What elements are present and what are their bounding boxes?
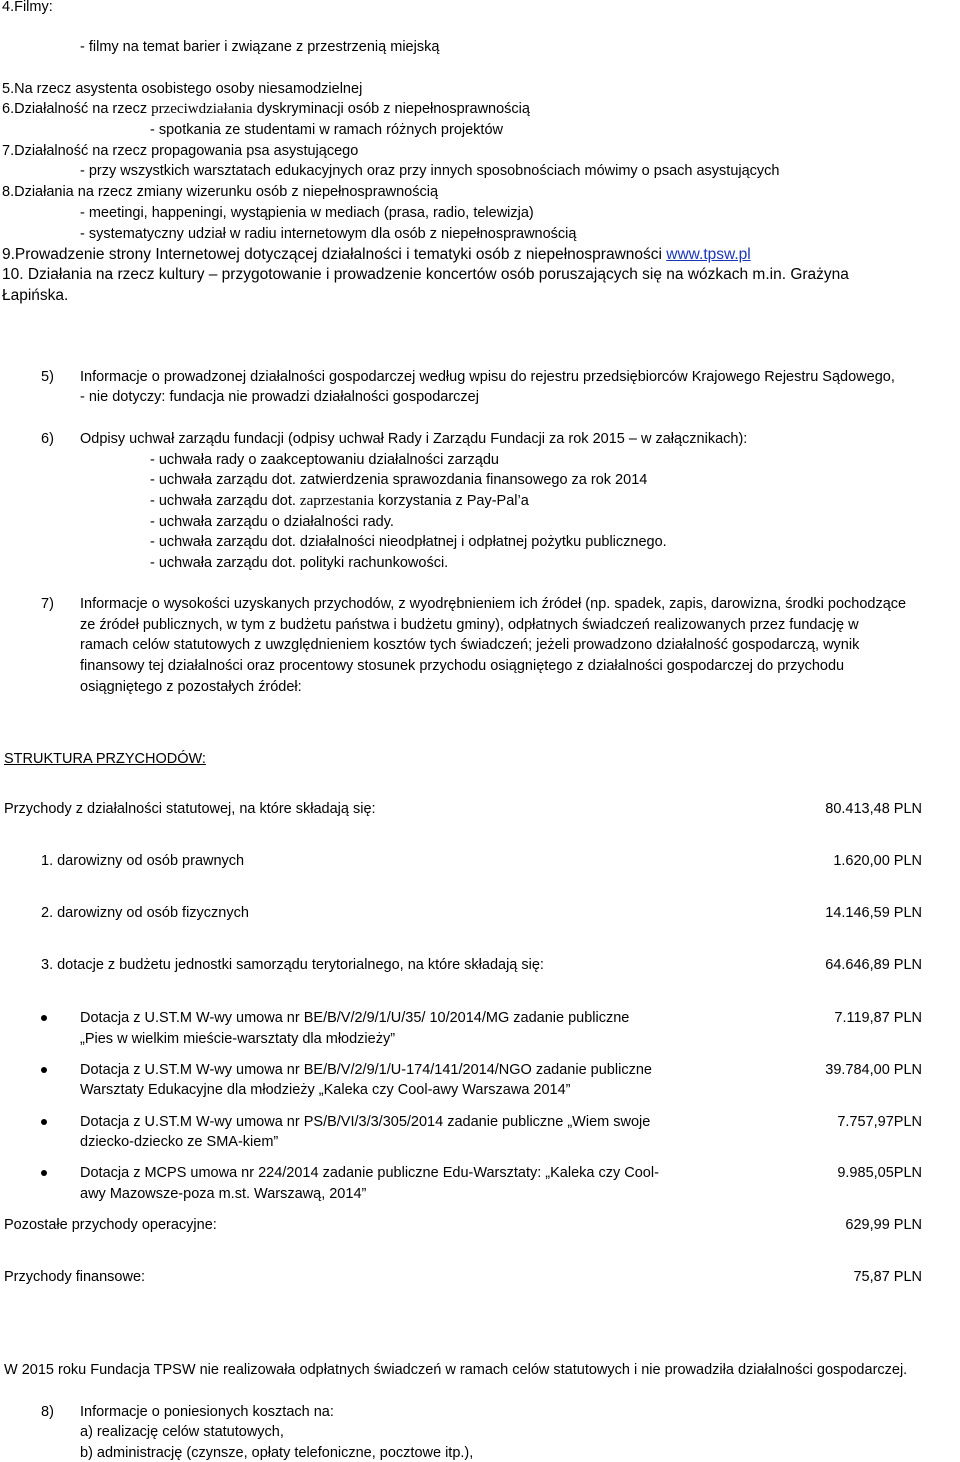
- resolution-item-prefix: - uchwała zarządu dot.: [150, 493, 296, 509]
- point-7-line-4: finansowy tej działalności oraz procentowy stosunek przychodu osiągniętego z działalności gospodarczej do przychodu: [80, 658, 845, 674]
- grant-3-amount: 7.757,97PLN: [837, 1114, 922, 1130]
- resolution-item: [150, 494, 529, 509]
- point-5-text: Informacje o prowadzonej działalności gospodarczej według wpisu do rejestru przedsiębiorców Krajowego Rejestru Sądowego,: [80, 369, 895, 385]
- point-6-number: 6): [41, 431, 54, 447]
- resolution-item: - uchwała zarządu dot. zatwierdzenia sprawozdania finansowego za rok 2014: [150, 472, 648, 488]
- section-7-heading: 7.Działalność na rzecz propagowania psa asystującego: [2, 143, 359, 159]
- grant-4-amount: 9.985,05PLN: [837, 1165, 922, 1181]
- section-6-heading: [2, 102, 530, 117]
- section-6-suffix: dyskryminacji osób z niepełnosprawnością: [256, 101, 530, 117]
- grant-1-amount: 7.119,87 PLN: [834, 1010, 922, 1026]
- grant-4-line-1: Dotacja z MCPS umowa nr 224/2014 zadanie publiczne Edu-Warsztaty: „Kaleka czy Cool-: [80, 1165, 659, 1181]
- income-row-2-label: 2. darowizny od osób fizycznych: [41, 905, 249, 921]
- other-income-label: Pozostałe przychody operacyjne:: [4, 1217, 217, 1233]
- point-5-answer: - nie dotyczy: fundacja nie prowadzi działalności gospodarczej: [80, 389, 479, 405]
- income-row-3-label: 3. dotacje z budżetu jednostki samorządu terytorialnego, na które składają się:: [41, 957, 544, 973]
- resolution-item: - uchwała zarządu dot. polityki rachunkowości.: [150, 555, 449, 571]
- income-row-3-amount: 64.646,89 PLN: [825, 957, 922, 973]
- resolution-item-suffix: korzystania z Pay-Pal’a: [378, 493, 529, 509]
- grant-1-line-2: „Pies w wielkim mieście-warsztaty dla młodzieży”: [80, 1031, 396, 1047]
- section-6-serif-word: przeciwdziałania: [151, 101, 253, 117]
- closing-statement: W 2015 roku Fundacja TPSW nie realizowała odpłatnych świadczeń w ramach celów statutowych i nie prowadziła działalności gospodarczej.: [4, 1362, 908, 1378]
- statutory-amount: 80.413,48 PLN: [825, 801, 922, 817]
- grant-3-line-2: dziecko-dziecko ze SMA-kiem”: [80, 1134, 279, 1150]
- section-4-item: - filmy na temat barier i związane z przestrzenią miejską: [80, 39, 440, 55]
- other-income-amount: 629,99 PLN: [845, 1217, 922, 1233]
- website-link[interactable]: www.tpsw.pl: [666, 246, 751, 263]
- point-7-line-2: ze źródeł publicznych, w tym z budżetu państwa i budżetu gminy), odpłatnych świadczeń realizowanych przez fundację w: [80, 617, 859, 633]
- point-8-item-b: b) administrację (czynsze, opłaty telefoniczne, pocztowe itp.),: [80, 1445, 474, 1461]
- section-6-prefix: 6.Działalność na rzecz: [2, 101, 148, 117]
- resolution-item-serif-word: zaprzestania: [299, 493, 375, 509]
- statutory-label: Przychody z działalności statutowej, na które składają się:: [4, 801, 376, 817]
- income-row-1-amount: 1.620,00 PLN: [833, 853, 922, 869]
- struktura-heading: STRUKTURA PRZYCHODÓW:: [4, 751, 206, 767]
- resolution-item: - uchwała zarządu dot. działalności nieodpłatnej i odpłatnej pożytku publicznego.: [150, 534, 667, 550]
- section-6-item: - spotkania ze studentami w ramach różnych projektów: [150, 122, 503, 138]
- section-4-heading: 4.Filmy:: [2, 0, 53, 15]
- section-8-item-1: - meetingi, happeningi, wystąpienia w mediach (prasa, radio, telewizja): [80, 205, 534, 221]
- section-9-line: [2, 247, 751, 263]
- bullet-icon: [41, 1119, 47, 1125]
- point-7-line-1: Informacje o wysokości uzyskanych przychodów, z wyodrębnieniem ich źródeł (np. spadek, zapis, darowizna, środki pochodzące: [80, 596, 907, 612]
- grant-2-line-1: Dotacja z U.ST.M W-wy umowa nr BE/B/V/2/9/1/U-174/141/2014/NGO zadanie publiczne: [80, 1062, 652, 1078]
- resolution-item: - uchwała rady o zaakceptowaniu działalności zarządu: [150, 452, 499, 468]
- point-8-item-a: a) realizację celów statutowych,: [80, 1424, 284, 1440]
- section-5-heading: 5.Na rzecz asystenta osobistego osoby niesamodzielnej: [2, 81, 363, 97]
- income-row-1-label: 1. darowizny od osób prawnych: [41, 853, 245, 869]
- point-7-line-3: ramach celów statutowych z uwzględnieniem kosztów tych świadczeń; jeżeli prowadzono działalność gospodarczą, wynik: [80, 637, 860, 653]
- bullet-icon: [41, 1015, 47, 1021]
- grant-4-line-2: awy Mazowsze-poza m.st. Warszawą, 2014”: [80, 1186, 367, 1202]
- bullet-icon: [41, 1067, 47, 1073]
- grant-2-amount: 39.784,00 PLN: [825, 1062, 922, 1078]
- resolution-item: - uchwała zarządu o działalności rady.: [150, 514, 394, 530]
- bullet-icon: [41, 1170, 47, 1176]
- section-10-line-1: 10. Działania na rzecz kultury – przygotowanie i prowadzenie koncertów osób poruszających się na wózkach m.in. Grażyna: [2, 266, 849, 283]
- point-5-number: 5): [41, 369, 54, 385]
- section-8-item-2: - systematyczny udział w radiu internetowym dla osób z niepełnosprawnością: [80, 226, 577, 242]
- financial-income-label: Przychody finansowe:: [4, 1269, 146, 1285]
- point-6-text: Odpisy uchwał zarządu fundacji (odpisy uchwał Rady i Zarządu Fundacji za rok 2015 – w załącznikach):: [80, 431, 748, 447]
- section-8-heading: 8.Działania na rzecz zmiany wizerunku osób z niepełnosprawnością: [2, 184, 439, 200]
- section-10-line-2: Łapińska.: [2, 287, 69, 304]
- income-row-2-amount: 14.146,59 PLN: [825, 905, 922, 921]
- section-9-text: 9.Prowadzenie strony Internetowej dotyczącej działalności i tematyki osób z niepełnosprawności: [2, 246, 662, 263]
- grant-2-line-2: Warsztaty Edukacyjne dla młodzieży „Kaleka czy Cool-awy Warszawa 2014”: [80, 1082, 571, 1098]
- point-8-text: Informacje o poniesionych kosztach na:: [80, 1404, 334, 1420]
- section-7-item: - przy wszystkich warsztatach edukacyjnych oraz przy innych sposobnościach mówimy o psach asystujących: [80, 163, 780, 179]
- grant-1-line-1: Dotacja z U.ST.M W-wy umowa nr BE/B/V/2/9/1/U/35/ 10/2014/MG zadanie publiczne: [80, 1010, 630, 1026]
- grant-3-line-1: Dotacja z U.ST.M W-wy umowa nr PS/B/VI/3/3/305/2014 zadanie publiczne „Wiem swoje: [80, 1114, 651, 1130]
- point-7-number: 7): [41, 596, 54, 612]
- financial-income-amount: 75,87 PLN: [853, 1269, 922, 1285]
- point-8-number: 8): [41, 1404, 54, 1420]
- point-7-line-5: osiągniętego z pozostałych źródeł:: [80, 679, 302, 695]
